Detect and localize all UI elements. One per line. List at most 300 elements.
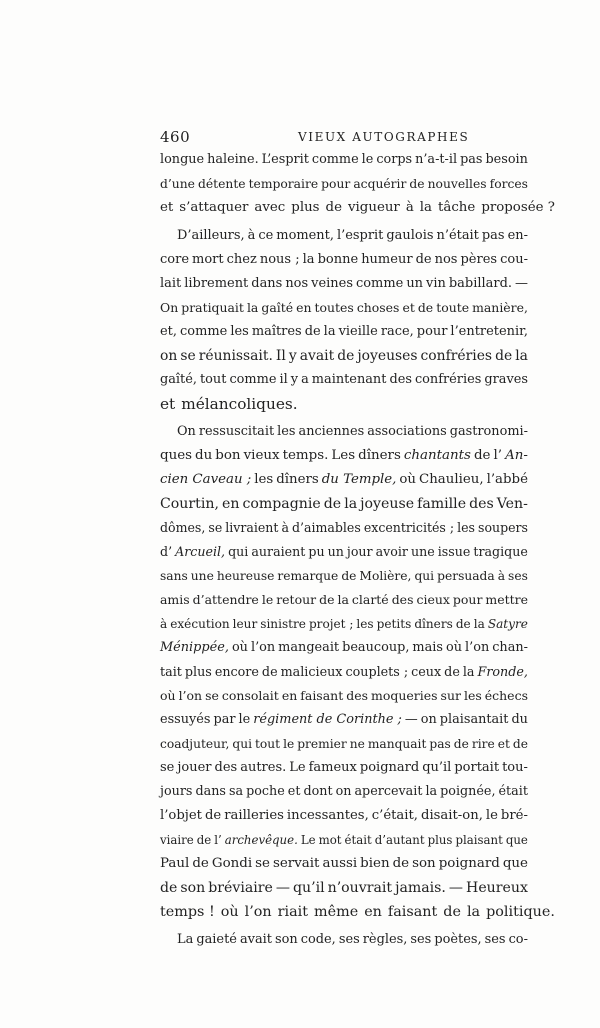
word: en (296, 300, 312, 315)
word: se (160, 760, 175, 775)
word: plus (291, 200, 320, 215)
word: core (160, 252, 190, 267)
word: où (231, 640, 248, 655)
word: la (419, 200, 433, 215)
word: comme (229, 372, 277, 387)
word: tait (160, 664, 182, 679)
word: l’on (178, 688, 203, 703)
word: excentricités ; (363, 520, 455, 535)
word: persuada (437, 569, 495, 583)
word: réunissait. (198, 348, 273, 364)
word: nos (434, 252, 458, 267)
word: pu (308, 544, 325, 559)
word: vieille (338, 324, 378, 339)
italic-word: Ménippée, (160, 640, 229, 655)
word: les (457, 520, 475, 535)
word: leur (232, 617, 258, 631)
word: chan- (492, 640, 528, 655)
word: et (497, 737, 510, 751)
word: haleine. (207, 152, 259, 167)
word: ce (258, 228, 274, 243)
word: et (160, 200, 174, 215)
word: acquérir (353, 177, 407, 191)
word: comme (311, 152, 359, 167)
word: La (177, 932, 194, 947)
word: moqueries (371, 688, 438, 703)
word: le (261, 592, 274, 607)
word: Courtin, (160, 496, 219, 512)
word: gaîté, (160, 372, 197, 387)
text-line (160, 564, 528, 588)
word: où (445, 640, 463, 655)
word: de (337, 348, 355, 364)
word: dîners (358, 448, 401, 463)
word: clarté (351, 592, 389, 607)
word: temporaire (248, 177, 319, 191)
word: consolait (221, 688, 279, 703)
word: l’on (244, 904, 272, 920)
word: soupers (478, 520, 528, 535)
word: pour (452, 592, 483, 607)
word: disait-on, (421, 808, 483, 823)
word: en (364, 904, 382, 920)
word: qui (414, 569, 435, 583)
word: jour (346, 544, 373, 559)
word: Chaulieu, (419, 472, 484, 487)
word: ne (349, 737, 365, 751)
word: gaîté (261, 300, 294, 315)
word: de (415, 252, 432, 267)
word: l’ (214, 833, 222, 847)
word: en (281, 688, 298, 703)
text-line (160, 876, 528, 900)
word: dômes, (160, 520, 206, 535)
word: des (346, 688, 369, 703)
word: Le (289, 760, 306, 775)
word: avoir (375, 544, 408, 559)
text-line (160, 444, 528, 468)
word: sa (228, 784, 244, 799)
word: apercevait (354, 784, 423, 799)
word: maîtres (251, 324, 302, 339)
word: a (301, 372, 309, 387)
text-line (160, 420, 528, 444)
word: la (344, 496, 358, 512)
word: manquait (367, 737, 427, 751)
text-line (160, 392, 528, 416)
word: remarque (277, 569, 339, 583)
word: le (283, 737, 295, 751)
word: tout (255, 737, 281, 751)
word: de (453, 737, 469, 751)
word: bien (360, 856, 390, 871)
word: tâche (438, 200, 476, 215)
word: et (160, 395, 176, 413)
text-line (160, 540, 528, 564)
word: la (515, 348, 528, 364)
word: et (287, 784, 301, 799)
word: associations (367, 424, 447, 439)
word: la (466, 904, 481, 920)
word: veines (311, 276, 353, 291)
italic-word: Fronde, (477, 664, 528, 679)
word: manière, (472, 300, 528, 315)
italic-word: archevêque. (224, 833, 298, 847)
word: librement (184, 276, 249, 291)
word: de (512, 737, 528, 751)
word: à (405, 200, 414, 215)
word: son (412, 856, 436, 871)
word: plus (427, 833, 453, 847)
word: se (205, 688, 219, 703)
word: temps. (282, 448, 329, 463)
word: sur (440, 688, 461, 703)
word: retour (276, 592, 317, 607)
text-line (160, 732, 528, 756)
word: plus (184, 664, 212, 679)
word: par (213, 712, 236, 727)
word: Le (300, 833, 316, 847)
word: pas (460, 152, 483, 167)
word: dans (251, 276, 283, 291)
word: son (275, 932, 298, 947)
word: un (327, 544, 344, 559)
word: confréries (414, 372, 482, 387)
word: la (323, 324, 336, 339)
word: exécution (170, 617, 230, 631)
word: cou- (500, 252, 528, 267)
word: on (335, 784, 352, 799)
text-line (160, 248, 528, 272)
word: avec (254, 200, 286, 215)
word: de (261, 664, 278, 679)
word: en- (507, 228, 528, 243)
word: proposée ? (481, 200, 555, 215)
text-line (160, 780, 528, 804)
word: l’entretenir, (450, 324, 528, 339)
word: dont (303, 784, 333, 799)
running-title: VIEUX AUTOGRAPHES (298, 130, 470, 144)
word: de (444, 664, 460, 679)
word: toute (436, 300, 470, 315)
word: jours (160, 784, 193, 799)
word: maintenant (311, 372, 387, 387)
word: Heureux (466, 880, 528, 896)
word: compagnie (242, 496, 321, 512)
word: d’aimables (291, 520, 361, 535)
word: à (160, 617, 168, 631)
word: pas (429, 737, 451, 751)
word: de (473, 448, 491, 463)
word: les (254, 472, 274, 487)
word: une (190, 569, 214, 583)
word: premier (297, 737, 347, 751)
word: l’on (465, 640, 490, 655)
word: — (404, 712, 418, 727)
word: mais (412, 640, 443, 655)
word: à (247, 228, 256, 243)
word: où (399, 472, 417, 487)
word: bonne (317, 252, 359, 267)
word: poche (246, 784, 285, 799)
word: poignard (438, 856, 500, 871)
word: forces (489, 177, 528, 191)
word: encore (214, 664, 259, 679)
word: de (455, 617, 471, 631)
word: faisant (300, 688, 344, 703)
word: que (505, 833, 528, 847)
word: de (443, 904, 461, 920)
word: les (277, 424, 296, 439)
word: moment, (276, 228, 334, 243)
word: coadjuteur, (160, 737, 230, 751)
word: mot (318, 833, 342, 847)
word: projet ; (308, 617, 354, 631)
word: On (177, 424, 196, 439)
text-line (160, 296, 528, 320)
word: l’abbé (486, 472, 528, 487)
word: en (221, 496, 240, 512)
word: les (356, 617, 374, 631)
word: gaulois (386, 228, 434, 243)
word: joyeuse (360, 496, 415, 512)
word: nos (285, 276, 309, 291)
word: de (204, 808, 222, 823)
word: besoin (485, 152, 528, 167)
word: de (160, 880, 178, 896)
word: poignée, (440, 784, 496, 799)
word: et (402, 300, 415, 315)
running-head (160, 128, 528, 150)
word: où (160, 688, 176, 703)
word: joyeuses (357, 348, 418, 364)
word: avait (299, 348, 335, 364)
text-line (160, 196, 555, 220)
word: détente (197, 177, 246, 191)
word: mélancoliques. (181, 395, 298, 413)
word: pas (481, 228, 505, 243)
word: tou- (502, 760, 528, 775)
word: dîners (276, 472, 319, 487)
word: la (246, 300, 259, 315)
word: de (192, 856, 209, 871)
text-line (160, 636, 528, 660)
word: longue (160, 152, 205, 167)
word: le (361, 152, 374, 167)
word: de (319, 592, 335, 607)
word: cieux (416, 592, 450, 607)
word: l’objet (160, 808, 202, 823)
word: viaire (160, 833, 194, 847)
word: on (160, 348, 178, 364)
word: faisant (387, 904, 438, 920)
word: — (275, 880, 290, 896)
word: beaucoup, (342, 640, 410, 655)
word: co- (508, 932, 528, 947)
italic-word: Satyre (487, 617, 528, 631)
word: ses (338, 932, 360, 947)
word: où (220, 904, 239, 920)
word: race, (380, 324, 414, 339)
text-line (160, 368, 528, 392)
word: se (180, 348, 196, 364)
word: nous ; (259, 252, 300, 267)
word: l’esprit (336, 228, 384, 243)
text-line (160, 708, 528, 732)
word: amis (160, 592, 190, 607)
word: était (498, 784, 528, 799)
word: — (448, 880, 464, 896)
word: bré- (500, 808, 528, 823)
word: fameux (308, 760, 357, 775)
word: gaieté (196, 932, 237, 947)
italic-word: cien Caveau ; (160, 472, 252, 487)
word: ses (410, 932, 432, 947)
word: c’était, (371, 808, 419, 823)
word: servait (272, 856, 320, 871)
italic-word: chantants (403, 448, 471, 463)
text-line (160, 148, 528, 172)
word: qu’il (422, 760, 452, 775)
word: une (411, 544, 435, 559)
word: qu’il (292, 880, 325, 896)
word: gastronomi- (449, 424, 528, 439)
word: la (462, 664, 475, 679)
word: le (238, 712, 251, 727)
word: issue (437, 544, 471, 559)
word: petits (376, 617, 412, 631)
word: Ven- (496, 496, 528, 512)
word: dans (195, 784, 226, 799)
word: n’ouvrait (327, 880, 393, 896)
word: mangeait (278, 640, 340, 655)
word: graves (484, 372, 528, 387)
word: nouvelles (427, 177, 487, 191)
word: d’autant (374, 833, 425, 847)
word: la (302, 252, 315, 267)
word: heureuse (216, 569, 275, 583)
word: tout (199, 372, 227, 387)
text-line (160, 224, 528, 248)
word: Les (331, 448, 356, 463)
word: règles, (362, 932, 408, 947)
word: il (279, 372, 288, 387)
word: de (417, 300, 434, 315)
word: lait (160, 276, 182, 291)
word: d’une (160, 177, 195, 191)
word: échecs (484, 688, 528, 703)
word: code, (300, 932, 336, 947)
word: tragique (473, 544, 528, 559)
word: vigueur (348, 200, 400, 215)
text-line (160, 852, 528, 876)
word: humeur (361, 252, 413, 267)
word: d’attendre (192, 592, 259, 607)
word: poignard (359, 760, 420, 775)
word: des (469, 496, 494, 512)
word: couplets ; (345, 664, 409, 679)
word: railleries (224, 808, 284, 823)
text-line (160, 468, 528, 492)
word: pour (321, 177, 351, 191)
word: bréviaire (208, 880, 273, 896)
word: la (425, 784, 438, 799)
word: sans (160, 569, 188, 583)
text-line (160, 804, 528, 828)
word: rire (471, 737, 495, 751)
word: on (420, 712, 437, 727)
word: du (195, 448, 213, 463)
word: babillard. (448, 276, 513, 291)
text-line (160, 516, 528, 540)
word: malicieux (280, 664, 343, 679)
word: des (391, 592, 414, 607)
word: Paul (160, 856, 190, 871)
word: l’on (250, 640, 276, 655)
word: ressuscitait (198, 424, 275, 439)
word: pères (460, 252, 498, 267)
word: de (495, 348, 513, 364)
word: n’a-t-il (415, 152, 458, 167)
word: ques (160, 448, 193, 463)
word: ses (508, 569, 528, 583)
word: chez (226, 252, 257, 267)
word: qui (232, 737, 252, 751)
word: aussi (322, 856, 358, 871)
text-line (160, 612, 528, 636)
word: D’ailleurs, (177, 228, 245, 243)
word: des (389, 372, 412, 387)
word: incessantes, (286, 808, 369, 823)
word: mettre (485, 592, 528, 607)
word: sinistre (260, 617, 306, 631)
word: confréries (420, 348, 493, 364)
word: des (214, 760, 238, 775)
word: mort (192, 252, 224, 267)
word: pratiquait (181, 300, 244, 315)
word: L’esprit (261, 152, 309, 167)
word: autres. (240, 760, 287, 775)
word: la (473, 617, 485, 631)
text-line (160, 588, 528, 612)
italic-word: du Temple, (321, 472, 397, 487)
word: était (344, 833, 372, 847)
word: comme (355, 276, 404, 291)
word: de (304, 324, 321, 339)
word: pour (416, 324, 448, 339)
word: anciennes (298, 424, 365, 439)
word: Il (275, 348, 286, 364)
word: jouer (177, 760, 212, 775)
word: portait (454, 760, 500, 775)
word: plaisantait (439, 712, 509, 727)
word: et, (160, 324, 177, 339)
word: de (325, 200, 342, 215)
text-line (160, 828, 528, 852)
text-line (160, 272, 528, 296)
word: On (160, 300, 179, 315)
word: à (497, 569, 506, 583)
word: essuyés (160, 712, 211, 727)
word: l’ (493, 448, 503, 463)
word: — (515, 276, 528, 291)
word: dîners (414, 617, 453, 631)
page-number: 460 (160, 128, 191, 146)
word: temps ! (160, 904, 215, 920)
word: que (502, 856, 528, 871)
word: même (314, 904, 359, 920)
word: ceux (411, 664, 442, 679)
